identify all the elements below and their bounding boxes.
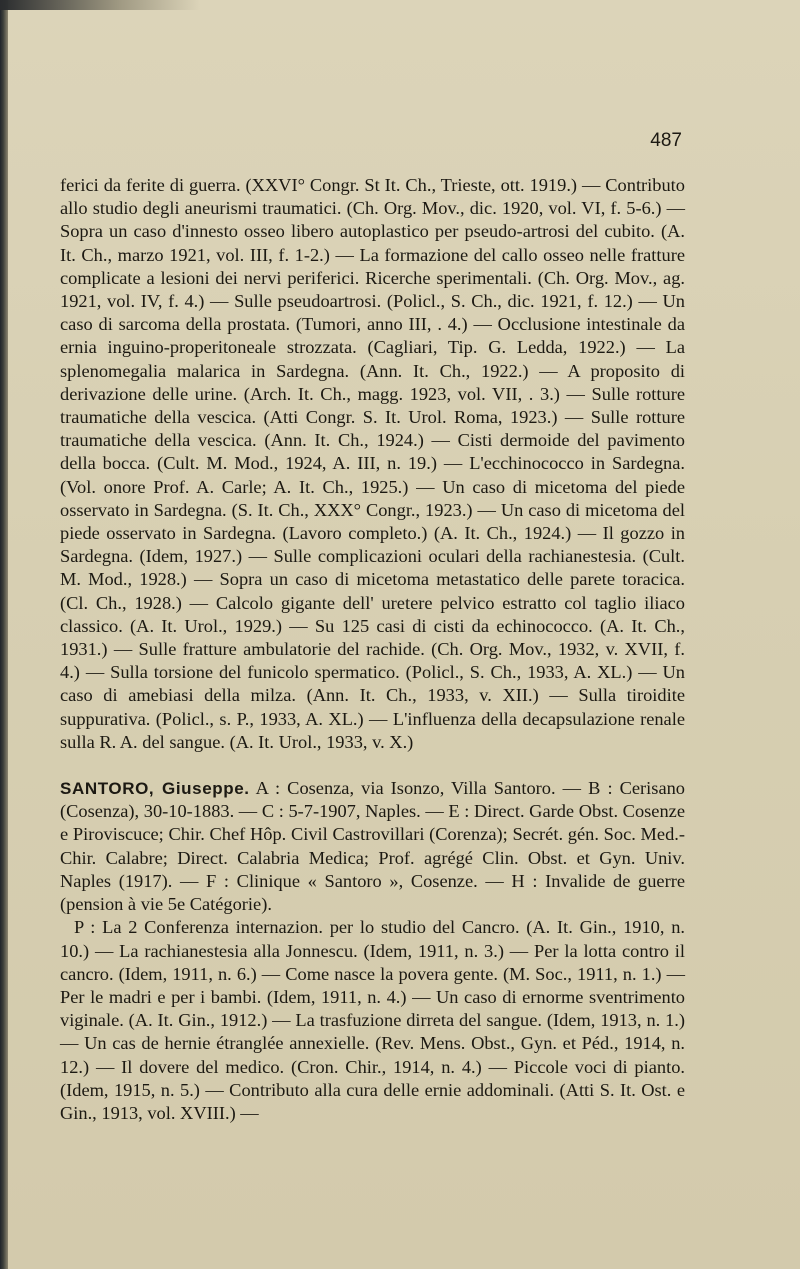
page-corner-shadow	[0, 0, 200, 10]
page-text	[60, 174, 685, 1125]
page-number: 487	[650, 130, 682, 151]
entry-separator	[60, 754, 685, 777]
entry-santoro	[60, 777, 685, 916]
previous-entry-continuation: ferici da ferite di guerra. (XXVI° Congr. St It. Ch., Trieste, ott. 1919.) — Contributo allo studio degli aneurismi traumatici. (Ch. Org. Mov., dic. 1920, vol. VI, f. 5-6.) — Sopra un caso d'innesto osseo libero autoplastico per pseudo-artrosi del cubito. (A. It. Ch., marzo 1921, vol. III, f. 1-2.) — La formazione del callo osseo nelle fratture complicate a lesioni dei nervi periferici. Ricerche sperimentali. (Ch. Org. Mov., ag. 1921, vol. IV, f. 4.) — Sulle pseudoartrosi. (Policl., S. Ch., dic. 1921, f. 12.) — Un caso di sarcoma della prostata. (Tumori, anno III, . 4.) — Occlusione intestinale da ernia inguino-properitoneale strozzata. (Cagliari, Tip. G. Ledda, 1922.) — La splenomegalia malarica in Sardegna. (Ann. It. Ch., 1922.) — A proposito di derivazione delle urine. (Arch. It. Ch., magg. 1923, vol. VII, . 3.) — Sulle rotture traumatiche della vescica. (Atti Congr. S. It. Urol. Roma, 1923.) — Sulle rotture traumatiche della vescica. (Ann. It. Ch., 1924.) — Cisti dermoide del pavimento della bocca. (Cult. M. Mod., 1924, A. III, n. 19.) — L'ecchinococco in Sardegna. (Vol. onore Prof. A. Carle; A. It. Ch., 1925.) — Un caso di micetoma del piede osservato in Sardegna. (S. It. Ch., XXX° Congr., 1923.) — Un caso di micetoma del piede osservato in Sardegna. (Lavoro completo.) (A. It. Ch., 1924.) — Il gozzo in Sardegna. (Idem, 1927.) — Sulle complicazioni oculari della rachianestesia. (Cult. M. Mod., 1928.) — Sopra un caso di micetoma metastatico delle parete toracica. (Cl. Ch., 1928.) — Calcolo gigante dell' uretere pelvico estratto col taglio iliaco classico. (A. It. Urol., 1929.) — Su 125 casi di cisti da echinococco. (A. It. Ch., 1931.) — Sulle fratture ambulatorie del rachide. (Ch. Org. Mov., 1932, v. XVII, f. 4.) — Sulla torsione del funicolo spermatico. (Policl., S. Ch., 1933, A. XL.) — Un caso di amebiasi della milza. (Ann. It. Ch., 1933, v. XII.) — Sulla tiroidite suppurativa. (Policl., s. P., 1933, A. XL.) — L'influenza della decapsulazione renale sulla R. A. del sangue. (A. It. Urol., 1933, v. X.)	[60, 175, 685, 752]
entry-name: SANTORO, Giuseppe.	[60, 779, 250, 799]
entry-publications: P : La 2 Conferenza internazion. per lo studio del Cancro. (A. It. Gin., 1910, n. 10.) — La rachianestesia alla Jonnescu. (Idem, 1911, n. 3.) — Per la lotta contro il cancro. (Idem, 1911, n. 6.) — Come nasce la povera gente. (M. Soc., 1911, n. 1.) — Per le madri e per i bambi. (Idem, 1911, n. 4.) — Un caso di ernorme sventrimento viginale. (A. It. Gin., 1912.) — La trasfuzione dirreta del sangue. (Idem, 1913, n. 1.) — Un cas de hernie étranglée annexielle. (Rev. Mens. Obst., Gyn. et Péd., 1914, n. 12.) — Il dovere del medico. (Cron. Chir., 1914, n. 4.) — Piccole voci di pianto. (Idem, 1915, n. 5.) — Contributo alla cura delle ernie addominali. (Atti S. It. Ost. e Gin., 1913, vol. XVIII.) —	[60, 917, 685, 1123]
binding-shadow	[0, 0, 8, 1269]
entry-details: A : Cosenza, via Isonzo, Villa Santoro. — B : Cerisano (Cosenza), 30-10-1883. — C : 5-7-1907, Naples. — E : Direct. Garde Obst. Cosenze e Piroviscuce; Chir. Chef Hôp. Civil Castrovillari (Corenza); Secrét. gén. Soc. Med.-Chir. Calabre; Direct. Calabria Medica; Prof. agrégé Clin. Obst. et Gyn. Univ. Naples (1917). — F : Clinique « Santoro », Cosenze. — H : Invalide de guerre (pension à vie 5e Catégorie).	[60, 778, 685, 915]
